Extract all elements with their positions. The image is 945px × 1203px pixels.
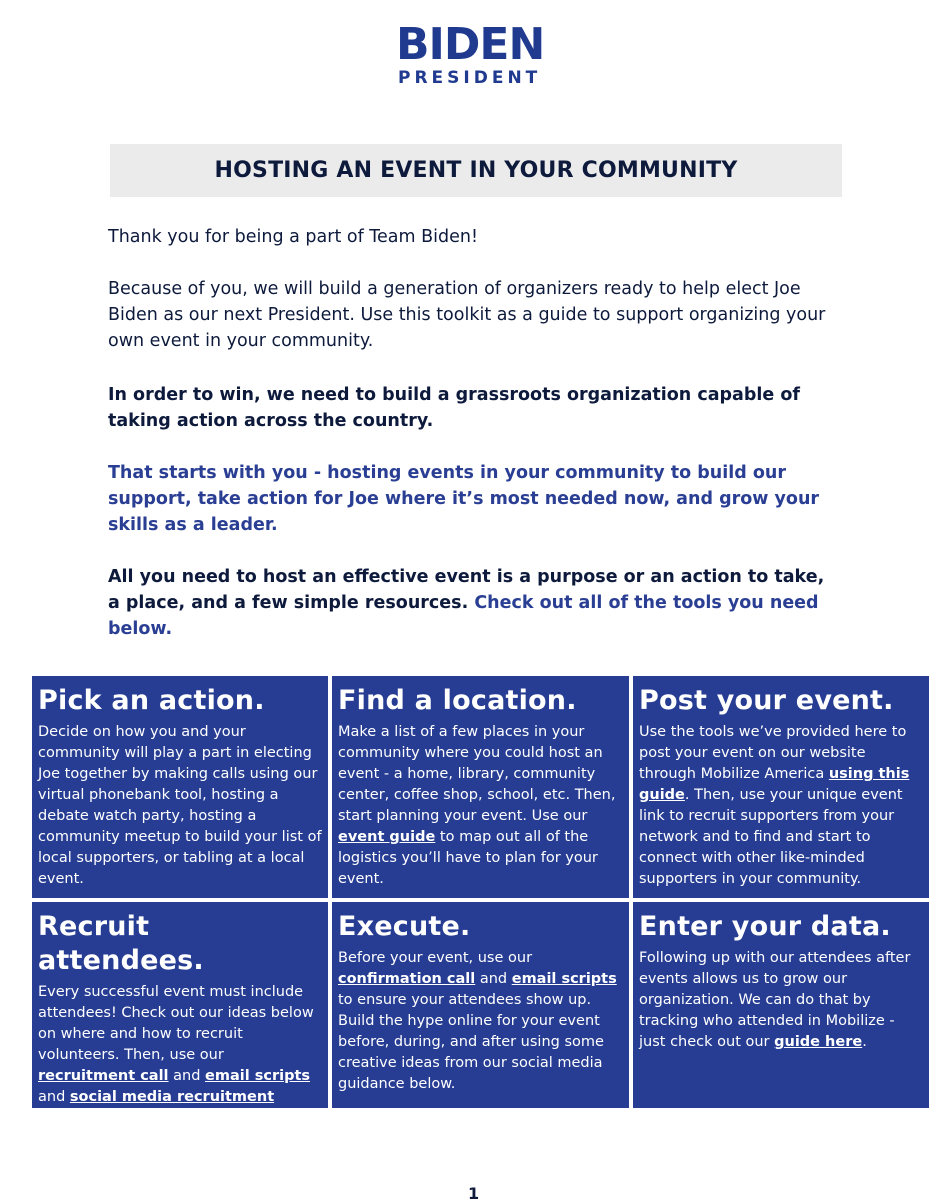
email-scripts-link[interactable]: email scripts — [511, 971, 617, 987]
page-number: 1 — [468, 1184, 480, 1203]
page-title: HOSTING AN EVENT IN YOUR COMMUNITY — [214, 158, 738, 183]
card-enter-data — [633, 902, 929, 1108]
logo-subtitle: PRESIDENT — [398, 68, 542, 88]
card-text-part: and — [38, 1089, 66, 1105]
intro-because: Because of you, we will build a generation of organizers ready to help elect Joe Biden as our next President. Use this toolkit as a guide to support organizing your own event in your community. — [108, 279, 826, 351]
card-text-part: and — [479, 971, 508, 987]
card-title: Find a location. — [338, 685, 577, 716]
recruitment-call-link[interactable]: recruitment call — [38, 1068, 169, 1084]
event-guide-link[interactable]: event guide — [338, 829, 436, 845]
steps-grid — [32, 676, 927, 1126]
card-text-part: . Then, use your unique event link to recruit supporters from your network and to find and start to connect with other like-minded supporters in your community. — [639, 787, 903, 887]
intro-need: All you need to host an effective event is a purpose or an action to take, a place, and a few simple resources. — [108, 567, 825, 613]
email-scripts-link[interactable]: email scripts — [205, 1068, 311, 1084]
card-text-part: . — [862, 1034, 867, 1050]
intro-thanks: Thank you for being a part of Team Biden! — [108, 227, 478, 247]
card-text-part: and — [173, 1068, 201, 1084]
card-title: Recruit attendees. — [38, 911, 204, 976]
card-post-event — [633, 676, 929, 898]
card-text — [338, 948, 623, 1095]
using-this-guide-link[interactable]: using this guide — [639, 766, 910, 803]
card-text-part: Before your event, use our — [338, 950, 533, 966]
card-find-location — [332, 676, 629, 898]
intro-win: In order to win, we need to build a grassroots organization capable of taking action across the country. — [108, 385, 800, 431]
confirmation-call-link[interactable]: confirmation call — [338, 971, 476, 987]
intro-need-paragraph — [108, 564, 838, 642]
card-text-part: to get going! — [117, 1110, 212, 1126]
card-text — [639, 948, 923, 1053]
card-text-part: Use the tools we’ve provided here to post your event on our website through Mobilize America — [639, 724, 907, 782]
card-text-part: Following up with our attendees after events allows us to grow our organization. We can do that by tracking who attended in Mobilize - just check out our — [639, 950, 911, 1050]
intro-starts: That starts with you - hosting events in your community to build our support, take action for Joe where it’s most needed now, and grow your skills as a leader. — [108, 463, 820, 535]
guide-here-link[interactable]: guide here — [774, 1034, 863, 1050]
card-text-part: to ensure your attendees show up. Build the hype online for your event before, during, and after using some creative ideas from our social media guidance below. — [338, 992, 604, 1092]
title-bar — [110, 144, 842, 197]
card-text — [639, 722, 923, 890]
card-text-part: Make a list of a few places in your community where you could host an event - a home, library, community center, coffee shop, school, etc. Then, start planning your event. Use our — [338, 724, 616, 824]
card-title: Enter your data. — [639, 911, 891, 942]
biden-president-logo — [396, 19, 556, 92]
card-title: Pick an action. — [38, 685, 265, 716]
card-title: Post your event. — [639, 685, 894, 716]
card-recruit-attendees — [32, 902, 328, 1126]
card-text: Decide on how you and your community will play a part in electing Joe together by making calls using our virtual phonebank tool, hosting a debate watch party, hosting a community meetup to build your list of local supporters, or tabling at a local event. — [38, 724, 322, 887]
card-text — [38, 982, 322, 1129]
social-media-guidance-link[interactable]: social media recruitment guidance — [38, 1089, 275, 1126]
card-text-part: Every successful event must include attendees! Check out our ideas below on where and how to recruit volunteers. Then, use our — [38, 984, 314, 1063]
card-title: Execute. — [338, 911, 471, 942]
card-execute — [332, 902, 629, 1108]
card-text — [338, 722, 623, 890]
card-text-part: to map out all of the logistics you’ll have to plan for your event. — [338, 829, 598, 887]
logo-wordmark: BIDEN — [396, 19, 545, 70]
intro-check: Check out all of the tools you need below. — [108, 593, 819, 639]
card-pick-action — [32, 676, 328, 898]
